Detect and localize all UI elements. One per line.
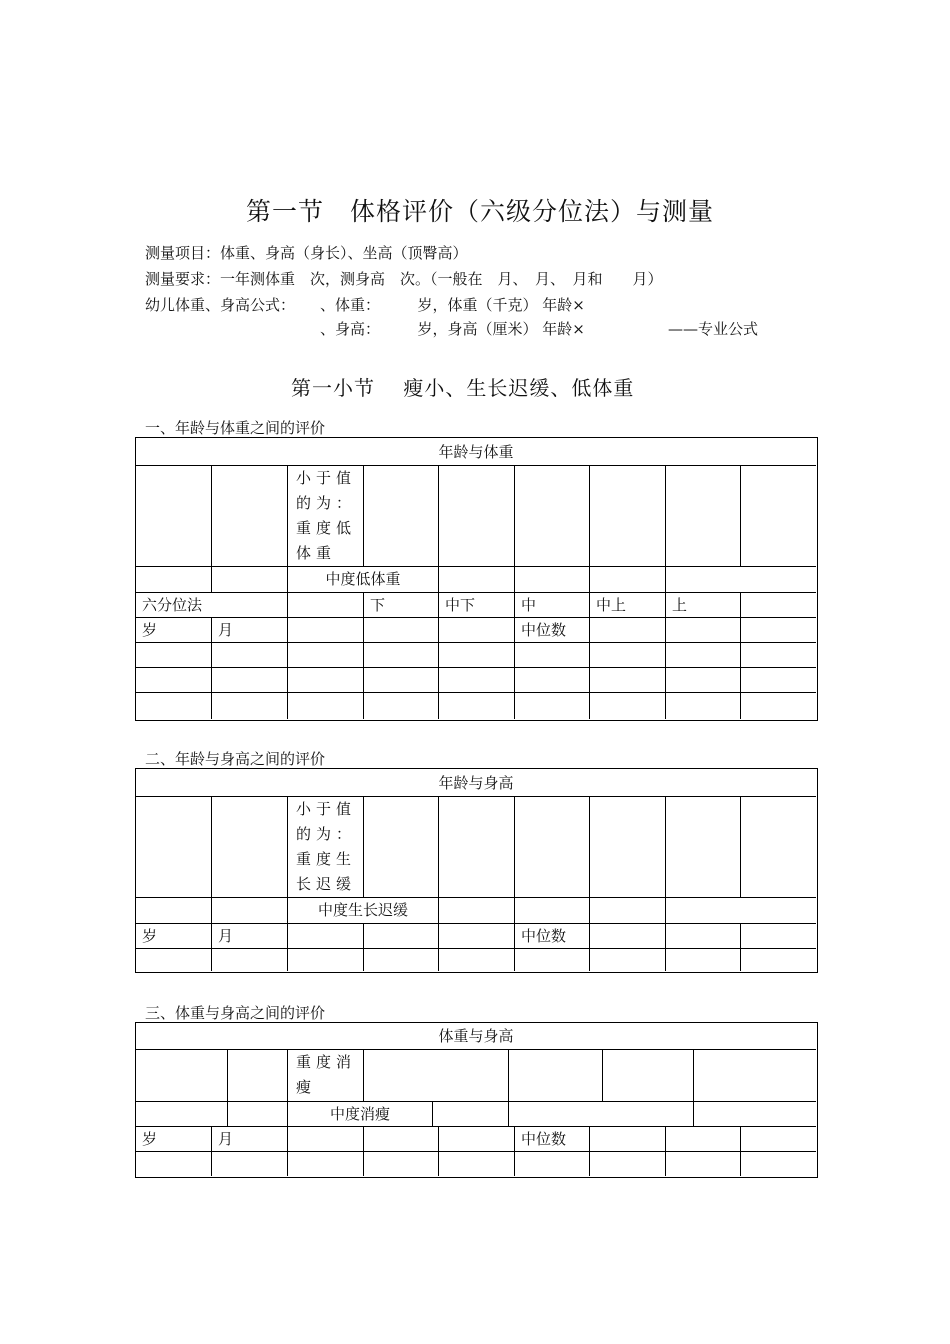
level-low: 下 (364, 593, 439, 618)
table-cell (288, 593, 364, 618)
intro-weight-formula: 、体重： 岁，体重（千克） 年龄× (320, 296, 585, 314)
level-high: 上 (666, 593, 741, 618)
table-cell (590, 567, 666, 593)
table-cell (666, 618, 741, 643)
table-cell (741, 797, 816, 898)
table-cell (364, 618, 439, 643)
table-cell (666, 466, 741, 567)
table-cell (694, 1102, 816, 1127)
table-cell (439, 643, 515, 668)
table-cell (439, 949, 515, 971)
intro-formula-note: ——专业公式 (668, 320, 759, 338)
table-cell (212, 668, 288, 693)
table-cell (590, 618, 666, 643)
table-cell (666, 643, 741, 668)
table-cell (136, 797, 212, 898)
table-cell (439, 668, 515, 693)
table-cell (666, 567, 816, 593)
table-cell (666, 1127, 741, 1152)
age-year-header: 岁 (136, 618, 212, 643)
intro-formula-label: 幼儿体重、身高公式： (145, 296, 296, 314)
table-cell (439, 797, 515, 898)
severe-stunting-label: 小于值的为：重度生长迟缓 (288, 797, 364, 898)
level-lower-middle: 中下 (439, 593, 515, 618)
age-year-header: 岁 (136, 924, 212, 949)
table-cell (228, 1050, 288, 1102)
table-cell (741, 1152, 816, 1176)
table-cell (741, 593, 816, 618)
table-cell (288, 668, 364, 693)
table-cell (741, 466, 816, 567)
table-cell (666, 1152, 741, 1176)
table-cell (288, 618, 364, 643)
intro-measurement-items: 测量项目：体重、身高（身长）、坐高（顶臀高） (145, 244, 468, 262)
section1-heading: 一、年龄与体重之间的评价 (145, 419, 326, 437)
table-cell (741, 668, 816, 693)
table-cell (515, 797, 590, 898)
section3-heading: 三、体重与身高之间的评价 (145, 1004, 326, 1022)
table-cell (666, 797, 741, 898)
table-cell (439, 466, 515, 567)
table-cell (439, 567, 515, 593)
age-month-header: 月 (212, 1127, 288, 1152)
table-cell (433, 1102, 509, 1127)
table-title: 年龄与体重 (136, 438, 816, 466)
moderate-wasting-label: 中度消瘦 (288, 1102, 433, 1127)
severe-underweight-label: 小于值的为：重度低体重 (288, 466, 364, 567)
table-cell (741, 618, 816, 643)
table-cell (439, 693, 515, 719)
table-cell (212, 898, 288, 924)
table-cell (364, 466, 439, 567)
table-cell (590, 1152, 666, 1176)
table-cell (212, 949, 288, 971)
table-cell (439, 1127, 515, 1152)
table-cell (288, 693, 364, 719)
intro-height-formula: 、身高： 岁，身高（厘米） 年龄× (320, 320, 585, 338)
table-cell (439, 1152, 515, 1176)
table-cell (590, 466, 666, 567)
table-cell (515, 643, 590, 668)
table-cell (666, 924, 741, 949)
table-cell (136, 567, 212, 593)
table-title: 体重与身高 (136, 1023, 816, 1050)
table-cell (136, 949, 212, 971)
table-cell (288, 924, 364, 949)
table-cell (439, 924, 515, 949)
table-cell (136, 1102, 228, 1127)
median-header: 中位数 (515, 1127, 590, 1152)
table-cell (741, 1127, 816, 1152)
table-cell (666, 898, 816, 924)
table-cell (364, 924, 439, 949)
severe-wasting-label: 重度消瘦 (288, 1050, 364, 1102)
age-year-header: 岁 (136, 1127, 212, 1152)
table-cell (212, 567, 288, 593)
age-month-header: 月 (212, 924, 288, 949)
table-cell (590, 643, 666, 668)
table-cell (515, 466, 590, 567)
table-cell (439, 618, 515, 643)
section2-heading: 二、年龄与身高之间的评价 (145, 750, 326, 768)
moderate-stunting-label: 中度生长迟缓 (288, 898, 439, 924)
table-cell (741, 949, 816, 971)
table-cell (136, 1152, 212, 1176)
table-cell (741, 924, 816, 949)
table-cell (515, 693, 590, 719)
table-cell (364, 693, 439, 719)
age-height-table (135, 768, 818, 973)
table-cell (694, 1050, 816, 1102)
table-cell (136, 643, 212, 668)
level-upper-middle: 中上 (590, 593, 666, 618)
table-cell (590, 898, 666, 924)
table-cell (515, 898, 590, 924)
table-cell (666, 949, 741, 971)
table-cell (212, 797, 288, 898)
table-cell (136, 466, 212, 567)
page-title: 第一节 体格评价（六级分位法）与测量 (246, 197, 715, 226)
table-cell (515, 668, 590, 693)
table-title: 年龄与身高 (136, 769, 816, 797)
table-cell (288, 1127, 364, 1152)
table-cell (439, 898, 515, 924)
table-cell (590, 797, 666, 898)
table-cell (364, 797, 439, 898)
table-cell (212, 643, 288, 668)
table-cell (136, 693, 212, 719)
table-cell (136, 1050, 228, 1102)
table-cell (364, 949, 439, 971)
table-cell (590, 949, 666, 971)
table-cell (590, 693, 666, 719)
table-cell (666, 693, 741, 719)
table-cell (364, 1050, 509, 1102)
moderate-underweight-label: 中度低体重 (288, 567, 439, 593)
level-middle: 中 (515, 593, 590, 618)
table-cell (136, 668, 212, 693)
intro-measurement-requirements: 测量要求：一年测体重 次，测身高 次。（一般在 月、 月、 月和 月） (145, 270, 663, 288)
section-subtitle: 第一小节 瘦小、生长迟缓、低体重 (291, 376, 635, 400)
median-header: 中位数 (515, 924, 590, 949)
table-cell (364, 1152, 439, 1176)
age-month-header: 月 (212, 618, 288, 643)
table-cell (136, 898, 212, 924)
table-cell (212, 693, 288, 719)
weight-height-table (135, 1022, 818, 1178)
table-cell (515, 567, 590, 593)
age-weight-table (135, 437, 818, 721)
table-cell (590, 924, 666, 949)
table-cell (741, 693, 816, 719)
table-cell (515, 1152, 590, 1176)
table-cell (288, 1152, 364, 1176)
median-header: 中位数 (515, 618, 590, 643)
table-cell (590, 668, 666, 693)
sixlevel-label: 六分位法 (136, 593, 288, 618)
table-cell (212, 466, 288, 567)
table-cell (515, 949, 590, 971)
table-cell (364, 668, 439, 693)
table-cell (590, 1127, 666, 1152)
table-cell (228, 1102, 288, 1127)
table-cell (603, 1050, 694, 1102)
table-cell (364, 1127, 439, 1152)
table-cell (212, 1152, 288, 1176)
table-cell (288, 643, 364, 668)
table-cell (509, 1050, 603, 1102)
table-cell (509, 1102, 694, 1127)
table-cell (741, 643, 816, 668)
table-cell (288, 949, 364, 971)
table-cell (364, 643, 439, 668)
table-cell (666, 668, 741, 693)
